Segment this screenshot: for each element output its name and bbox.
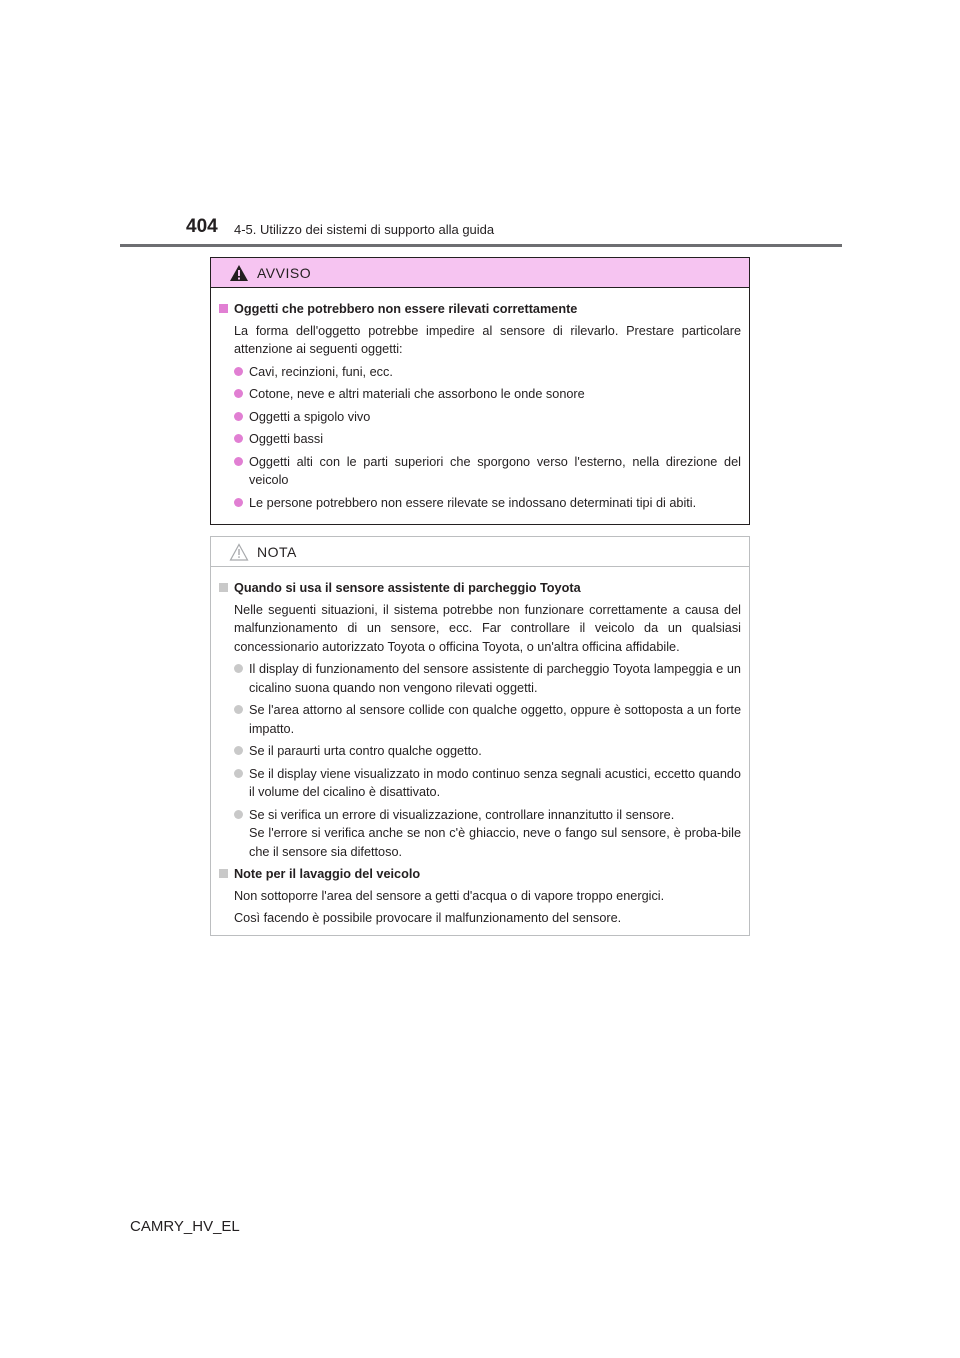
warning-item-title: Oggetti che potrebbero non essere rilevati correttamente xyxy=(219,300,741,319)
caution-label: NOTA xyxy=(257,543,297,560)
caution-body xyxy=(211,567,749,928)
list-item: Le persone potrebbero non essere rilevate se indossano determinati tipi di abiti. xyxy=(219,494,741,513)
caution-paragraph: Non sottoporre l'area del sensore a getti d'acqua o di vapore troppo energici. xyxy=(234,888,665,903)
list-item: Oggetti bassi xyxy=(219,430,741,449)
round-bullet-icon xyxy=(234,367,243,376)
square-bullet-icon xyxy=(219,869,228,878)
caution-header xyxy=(211,537,749,567)
warning-header xyxy=(211,258,749,288)
page-header xyxy=(0,0,960,250)
caution-item-title: Quando si usa il sensore assistente di parcheggio Toyota xyxy=(219,579,741,598)
round-bullet-icon xyxy=(234,389,243,398)
round-bullet-icon xyxy=(234,810,243,819)
square-bullet-icon xyxy=(219,583,228,592)
list-item-line: Se si verifica un errore di visualizzazione, controllare innanzitutto il sensore. xyxy=(249,807,675,822)
list-item: Il display di funzionamento del sensore assistente di parcheggio Toyota lampeggia e un cicalino suona quando non vengono rilevati oggetti. xyxy=(219,660,741,697)
warning-body xyxy=(211,288,749,512)
list-item: Oggetti a spigolo vivo xyxy=(219,408,741,427)
header-rule xyxy=(120,244,842,247)
list-item xyxy=(219,806,741,862)
list-item: Oggetti alti con le parti superiori che sporgono verso l'esterno, nella direzione del veicolo xyxy=(219,453,741,490)
warning-intro: La forma dell'oggetto potrebbe impedire al sensore di rilevarlo. Prestare particolare attenzione ai seguenti oggetti: xyxy=(234,323,741,356)
list-item: Se il paraurti urta contro qualche oggetto. xyxy=(219,742,741,761)
list-item: Se il display viene visualizzato in modo continuo senza segnali acustici, eccetto quando il volume del cicalino è disattivato. xyxy=(219,765,741,802)
round-bullet-icon xyxy=(234,434,243,443)
round-bullet-icon xyxy=(234,769,243,778)
round-bullet-icon xyxy=(234,498,243,507)
round-bullet-icon xyxy=(234,705,243,714)
list-item: Cavi, recinzioni, funi, ecc. xyxy=(219,363,741,382)
caution-triangle-icon xyxy=(229,543,249,561)
caution-paragraph: Così facendo è possibile provocare il malfunzionamento del sensore. xyxy=(234,911,622,925)
round-bullet-icon xyxy=(234,746,243,755)
document-code: CAMRY_HV_EL xyxy=(130,1218,240,1235)
round-bullet-icon xyxy=(234,664,243,673)
square-bullet-icon xyxy=(219,304,228,313)
section-title: 4-5. Utilizzo dei sistemi di supporto alla guida xyxy=(234,222,495,237)
list-item: Se l'area attorno al sensore collide con qualche oggetto, oppure è sottoposta a un forte impatto. xyxy=(219,701,741,738)
round-bullet-icon xyxy=(234,412,243,421)
warning-label: AVVISO xyxy=(257,264,312,281)
caution-intro: Nelle seguenti situazioni, il sistema potrebbe non funzionare correttamente a causa del malfunzionamento di un sensore, ecc. Far controllare il veicolo da un qualsiasi concessionario autorizzato Toyota o officina Toyota, o un'altra officina affidabile. xyxy=(234,602,741,654)
warning-box xyxy=(210,257,750,525)
caution-box xyxy=(210,536,750,936)
warning-triangle-icon xyxy=(229,264,249,282)
caution-item-title: Note per il lavaggio del veicolo xyxy=(219,865,741,884)
list-item-line: Se l'errore si verifica anche se non c'è ghiaccio, neve o fango sul sensore, è proba-bile che il sensore sia difettoso. xyxy=(249,826,741,859)
page-number: 404 xyxy=(186,216,218,237)
list-item: Cotone, neve e altri materiali che assorbono le onde sonore xyxy=(219,385,741,404)
round-bullet-icon xyxy=(234,457,243,466)
